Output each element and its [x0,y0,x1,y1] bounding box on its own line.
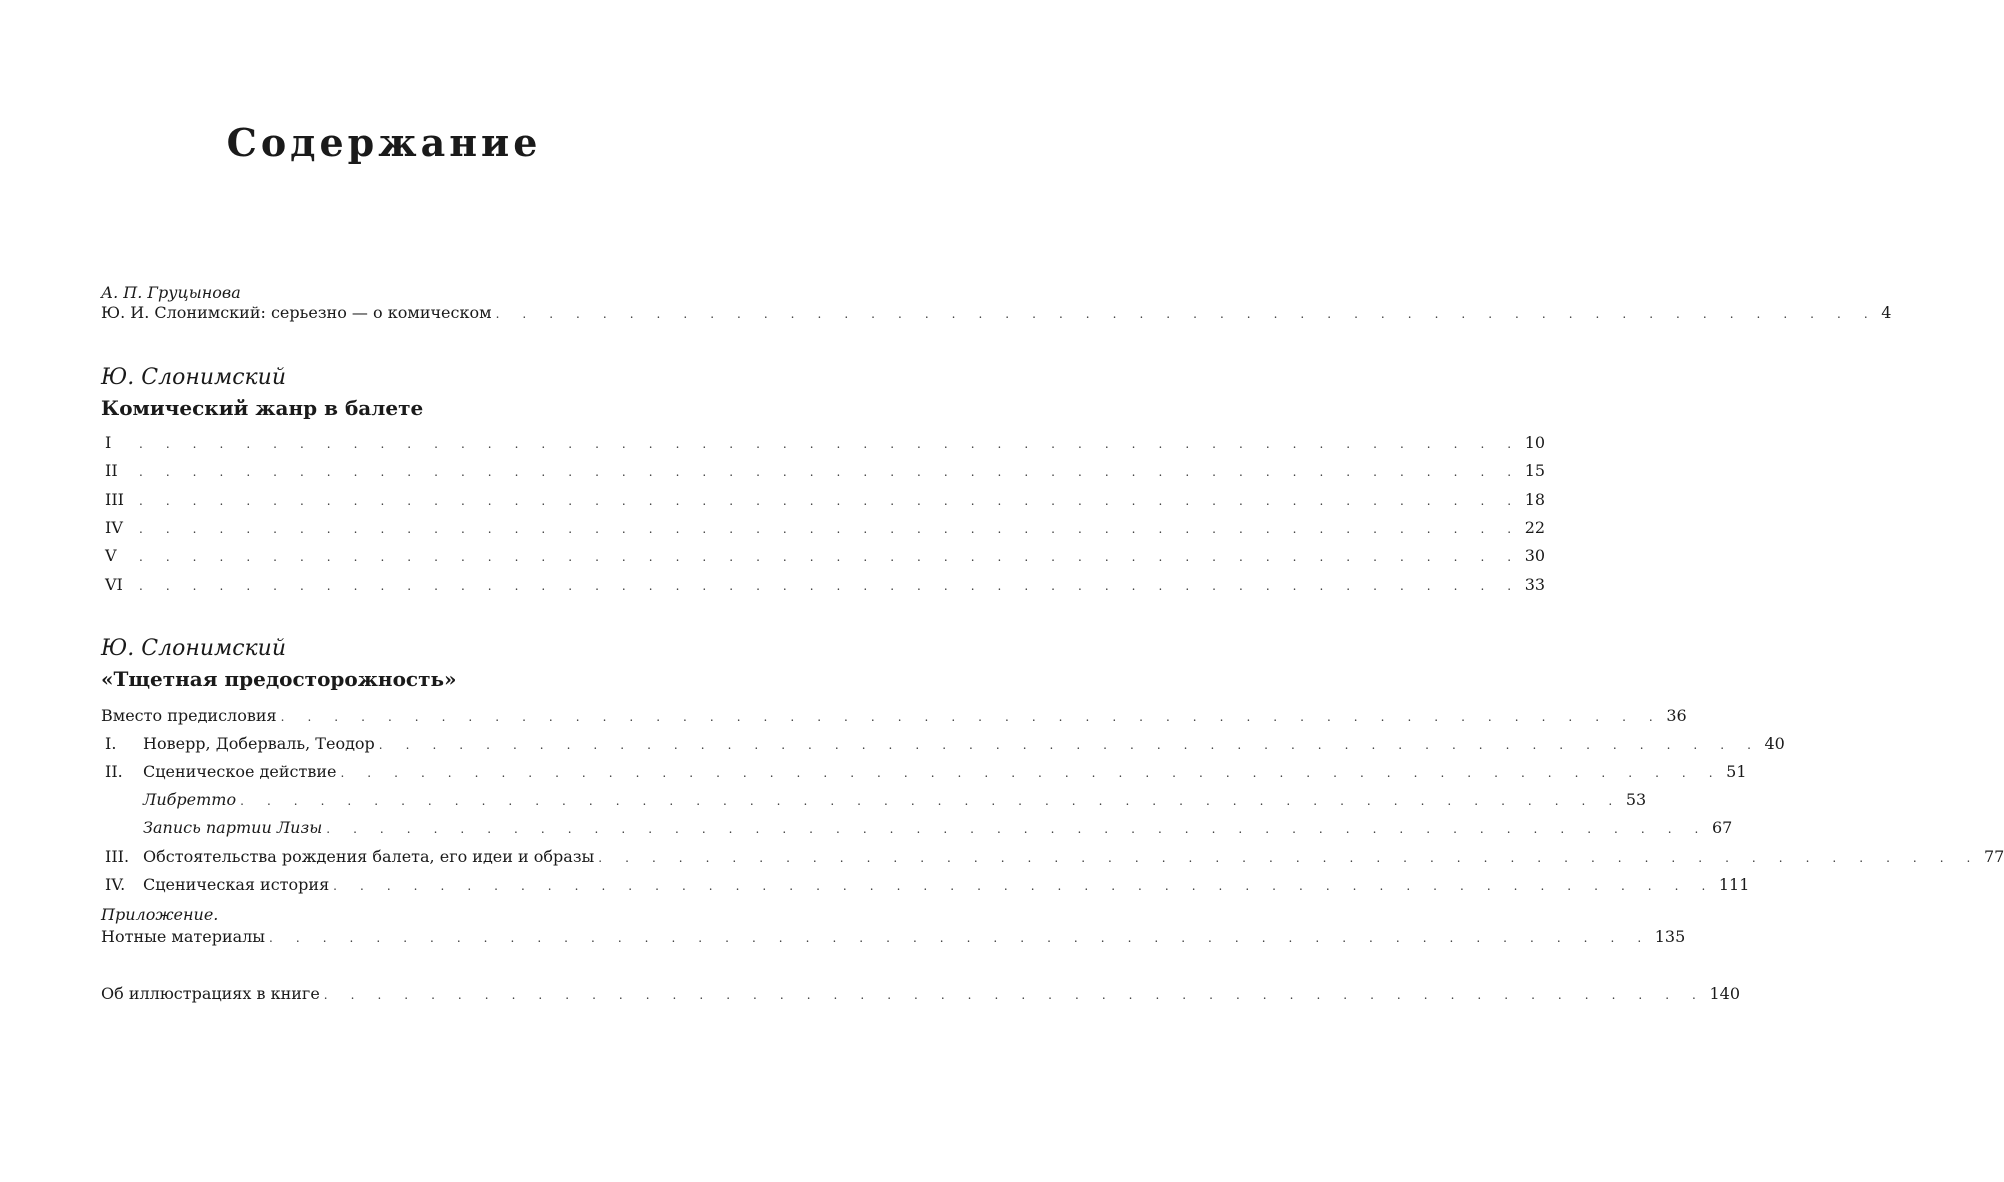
toc-entry-part1-ch2[interactable] [101,460,1546,482]
toc-entry-number: IV. [105,875,126,894]
part1-author: Ю. Слонимский [101,365,287,390]
toc-entry-page: 135 [1654,927,1686,946]
toc-entry-number: III. [105,847,130,866]
toc-entry-page: 15 [1524,461,1546,480]
toc-entry-part2-liza[interactable] [101,817,1733,839]
toc-entry-preface[interactable] [101,705,1687,727]
toc-entry-page: 10 [1524,433,1546,452]
toc-entry-label: III [105,490,124,509]
toc-entry-page: 51 [1726,762,1747,781]
leader-dots: . . . . . . . . . . . . . . . . . . . . . . . . . . . . . . . . . . . . . . . . . . . . . . . . . . . . [598,851,1980,865]
toc-entry-label: IV [105,518,123,537]
leader-dots: . . . . . . . . . . . . . . . . . . . . . . . . . . . . . . . . . . . . . . . . . . . . . . . . . . . . [333,879,1715,893]
toc-entry-page: 30 [1524,546,1546,565]
appendix-caption: Приложение. [101,905,219,924]
part1-title: Комический жанр в балете [101,396,424,420]
leader-dots: . . . . . . . . . . . . . . . . . . . . . . . . . . . . . . . . . . . . . . . . . . . . . . . . . . . . [495,307,1878,321]
toc-entry-label: V [105,546,117,565]
toc-entry-page: 53 [1625,790,1647,809]
toc-entry-page: 4 [1881,303,1892,322]
leader-dots: . . . . . . . . . . . . . . . . . . . . . . . . . . . . . . . . . . . . . . . . . . . . . . . . . . . . [378,738,1761,752]
toc-entry-part2-ch2[interactable] [101,761,1747,783]
toc-entry-page: 140 [1709,984,1741,1003]
toc-entry-label: Вместо предисловия [101,706,277,725]
toc-entry-number: II. [105,762,123,781]
toc-entry-part1-ch1[interactable] [101,432,1546,454]
toc-entry-part2-ch3[interactable] [101,846,2004,868]
page-title: Содержание [226,120,542,165]
leader-dots: . . . . . . . . . . . . . . . . . . . . . . . . . . . . . . . . . . . . . . . . . . . . . . . . . . . . [340,766,1723,780]
toc-entry-label: I [105,433,112,452]
toc-entry-page: 40 [1764,734,1785,753]
leader-dots: . . . . . . . . . . . . . . . . . . . . . . . . . . . . . . . . . . . . . . . . . . . . . . . . . . . . [139,437,1521,451]
toc-entry-label: Обстоятельства рождения балета, его идеи и образы [143,847,595,866]
toc-entry-label: II [105,461,118,480]
leader-dots: . . . . . . . . . . . . . . . . . . . . . . . . . . . . . . . . . . . . . . . . . . . . . . . . . . . . [326,822,1708,836]
leader-dots: . . . . . . . . . . . . . . . . . . . . . . . . . . . . . . . . . . . . . . . . . . . . . . . . . . . . [240,794,1622,808]
toc-entry-part1-ch4[interactable] [101,517,1546,539]
leader-dots: . . . . . . . . . . . . . . . . . . . . . . . . . . . . . . . . . . . . . . . . . . . . . . . . . . . . [269,931,1651,945]
leader-dots: . . . . . . . . . . . . . . . . . . . . . . . . . . . . . . . . . . . . . . . . . . . . . . . . . . . . [139,550,1521,564]
toc-entry-part1-ch6[interactable] [101,574,1546,596]
toc-entry-part2-libretto[interactable] [101,789,1647,811]
toc-entry-label: Либретто [143,790,237,809]
toc-entry-appendix[interactable] [101,926,1686,948]
toc-entry-label: VI [105,575,123,594]
toc-entry-part2-ch4[interactable] [101,874,1750,896]
toc-entry-page: 18 [1524,490,1546,509]
leader-dots: . . . . . . . . . . . . . . . . . . . . . . . . . . . . . . . . . . . . . . . . . . . . . . . . . . . . [323,988,1706,1002]
toc-entry-page: 77 [1983,847,2004,866]
leader-dots: . . . . . . . . . . . . . . . . . . . . . . . . . . . . . . . . . . . . . . . . . . . . . . . . . . . . [139,579,1521,593]
toc-entry-label: Запись партии Лизы [143,818,323,837]
toc-entry-page: 22 [1524,518,1546,537]
toc-entry-page: 111 [1718,875,1750,894]
leader-dots: . . . . . . . . . . . . . . . . . . . . . . . . . . . . . . . . . . . . . . . . . . . . . . . . . . . . [280,710,1663,724]
toc-entry-number: I. [105,734,117,753]
toc-entry-page: 33 [1524,575,1546,594]
toc-entry-illustrations[interactable] [101,983,1741,1005]
toc-entry-intro[interactable] [101,302,1892,324]
toc-entry-label: Сценическое действие [143,762,337,781]
part2-title: «Тщетная предосторожность» [101,667,457,691]
toc-entry-part2-ch1[interactable] [101,733,1785,755]
toc-entry-label: Сценическая история [143,875,330,894]
toc-entry-part1-ch5[interactable] [101,545,1546,567]
toc-entry-page: 36 [1666,706,1687,725]
leader-dots: . . . . . . . . . . . . . . . . . . . . . . . . . . . . . . . . . . . . . . . . . . . . . . . . . . . . [139,465,1521,479]
leader-dots: . . . . . . . . . . . . . . . . . . . . . . . . . . . . . . . . . . . . . . . . . . . . . . . . . . . . [139,522,1521,536]
intro-author: А. П. Груцынова [101,283,241,302]
toc-entry-label: Новерр, Доберваль, Теодор [143,734,375,753]
toc-entry-part1-ch3[interactable] [101,489,1546,511]
leader-dots: . . . . . . . . . . . . . . . . . . . . . . . . . . . . . . . . . . . . . . . . . . . . . . . . . . . . [139,494,1521,508]
toc-entry-label: Об иллюстрациях в книге [101,984,320,1003]
toc-entry-page: 67 [1711,818,1733,837]
toc-entry-label: Ю. И. Слонимский: серьезно — о комическом [101,303,492,322]
part2-author: Ю. Слонимский [101,636,287,661]
toc-entry-label: Нотные материалы [101,927,266,946]
